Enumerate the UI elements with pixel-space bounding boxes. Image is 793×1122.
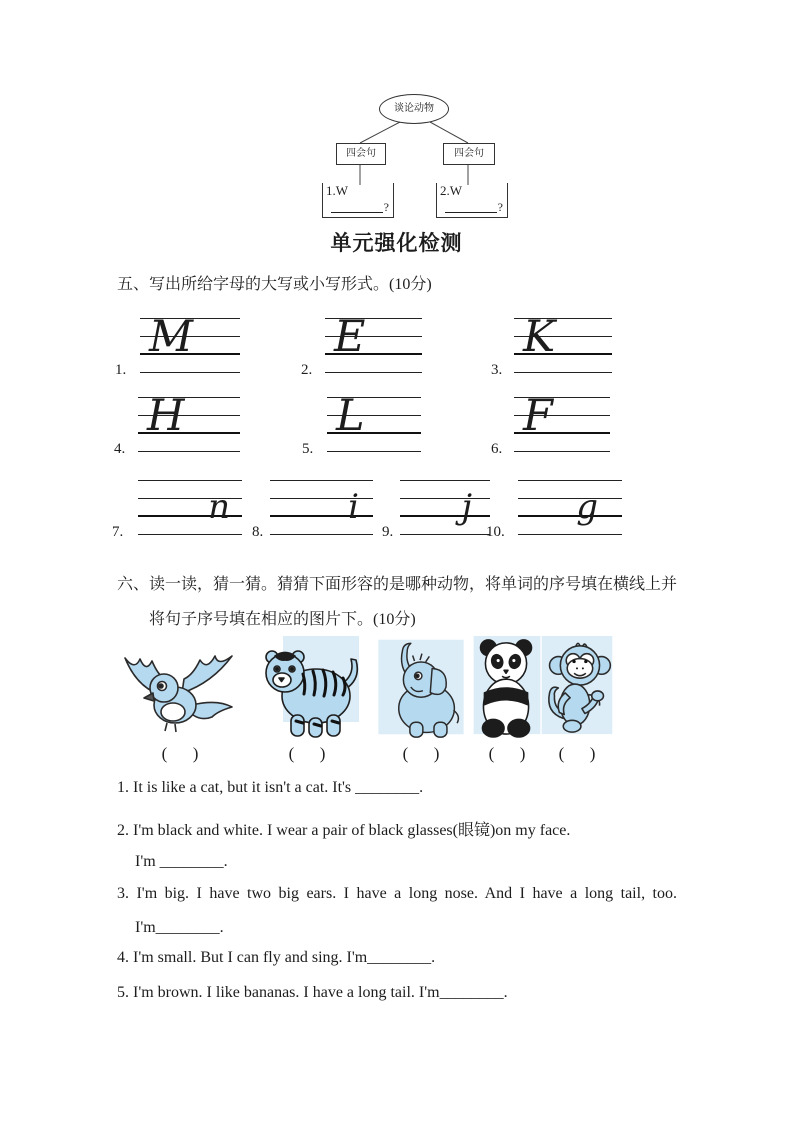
question-prefix: 2.W <box>440 183 463 198</box>
letter-practice-item <box>114 391 254 461</box>
page-title: 单元强化检测 <box>330 231 463 255</box>
mindmap-root-oval: 谈论动物 <box>379 94 449 124</box>
answer-bracket: ( ) <box>558 744 596 763</box>
animal-figure-bird <box>118 636 242 764</box>
mindmap-branch-box-right: 四会句 <box>443 143 495 165</box>
question-mark: ? <box>383 200 389 214</box>
riddle-sentence: 3. I'm big. I have two big ears. I have a long nose. And I have a long tail, too. <box>117 885 677 902</box>
question-prefix: 1.W <box>326 183 349 198</box>
section5-heading: 五、写出所给字母的大写或小写形式。(10分) <box>117 276 432 293</box>
answer-line <box>270 534 373 535</box>
practice-letter: L <box>336 391 365 441</box>
handwriting-staff <box>138 480 242 534</box>
item-number: 1. <box>115 362 127 378</box>
practice-letter: j <box>461 487 472 527</box>
answer-line <box>138 451 240 452</box>
animal-figure-tiger <box>255 636 359 764</box>
animal-figure-panda <box>473 636 541 764</box>
practice-letter: F <box>523 391 553 441</box>
letter-practice-item <box>112 480 252 544</box>
item-number: 9. <box>382 524 394 540</box>
animal-figure-monkey <box>541 636 613 764</box>
item-number: 10. <box>486 524 505 540</box>
letter-practice-item <box>301 312 441 382</box>
handwriting-staff <box>514 391 610 451</box>
answer-line <box>138 534 242 535</box>
practice-letter: H <box>147 391 185 441</box>
animal-figure-elephant <box>375 636 467 764</box>
monkey-image <box>541 636 613 738</box>
item-number: 6. <box>491 441 503 457</box>
question-mark: ? <box>497 200 503 214</box>
bird-image <box>118 636 242 738</box>
answer-line <box>514 451 610 452</box>
item-number: 3. <box>491 362 503 378</box>
answer-line <box>140 372 240 373</box>
letter-practice-item <box>115 312 255 382</box>
letter-practice-item <box>486 480 626 544</box>
handwriting-staff <box>400 480 490 534</box>
riddle-sentence-continuation: I'm________. <box>135 919 224 936</box>
item-number: 8. <box>252 524 264 540</box>
letter-practice-item <box>491 391 631 461</box>
riddle-sentence: 4. I'm small. But I can fly and sing. I'm________. <box>117 949 436 966</box>
answer-line <box>514 372 612 373</box>
item-number: 7. <box>112 524 124 540</box>
answer-blank <box>445 202 497 213</box>
answer-bracket: ( ) <box>402 744 440 763</box>
practice-letter: K <box>523 312 556 362</box>
item-number: 5. <box>302 441 314 457</box>
letter-practice-item <box>491 312 631 382</box>
handwriting-staff <box>325 312 422 372</box>
panda-image <box>473 636 541 738</box>
handwriting-staff <box>270 480 373 534</box>
practice-letter: i <box>348 487 359 527</box>
letter-practice-item <box>302 391 442 461</box>
section6-heading-line2: 将句子序号填在相应的图片下。(10分) <box>149 611 416 628</box>
riddle-sentence: 5. I'm brown. I like bananas. I have a long tail. I'm________. <box>117 984 508 1001</box>
answer-line <box>400 534 490 535</box>
answer-line <box>325 372 422 373</box>
mindmap-branch-box-left: 四会句 <box>336 143 386 165</box>
handwriting-staff <box>138 391 240 451</box>
riddle-sentence: 1. It is like a cat, but it isn't a cat. It's ________. <box>117 779 424 796</box>
answer-blank <box>331 202 383 213</box>
practice-letter: M <box>149 312 194 362</box>
riddle-sentence: 2. I'm black and white. I wear a pair of black glasses(眼镜)on my face. <box>117 822 571 839</box>
item-number: 2. <box>301 362 313 378</box>
practice-letter: E <box>334 312 366 362</box>
answer-line <box>327 451 421 452</box>
section6-heading-line1: 六、读一读，猜一猜。猜猜下面形容的是哪种动物，将单词的序号填在横线上并 <box>117 576 678 593</box>
answer-bracket: ( ) <box>488 744 526 763</box>
handwriting-staff <box>140 312 240 372</box>
handwriting-staff <box>514 312 612 372</box>
item-number: 4. <box>114 441 126 457</box>
mindmap-question-box-1 <box>322 183 394 218</box>
answer-line <box>518 534 622 535</box>
answer-bracket: ( ) <box>288 744 326 763</box>
handwriting-staff <box>518 480 622 534</box>
mindmap-question-box-2 <box>436 183 508 218</box>
riddle-sentence-continuation: I'm ________. <box>135 853 228 870</box>
elephant-image <box>375 636 467 738</box>
tiger-image <box>255 636 359 738</box>
letter-practice-item <box>252 480 392 544</box>
answer-bracket: ( ) <box>161 744 199 763</box>
practice-letter: n <box>208 487 230 527</box>
handwriting-staff <box>327 391 421 451</box>
practice-letter: g <box>576 487 598 527</box>
